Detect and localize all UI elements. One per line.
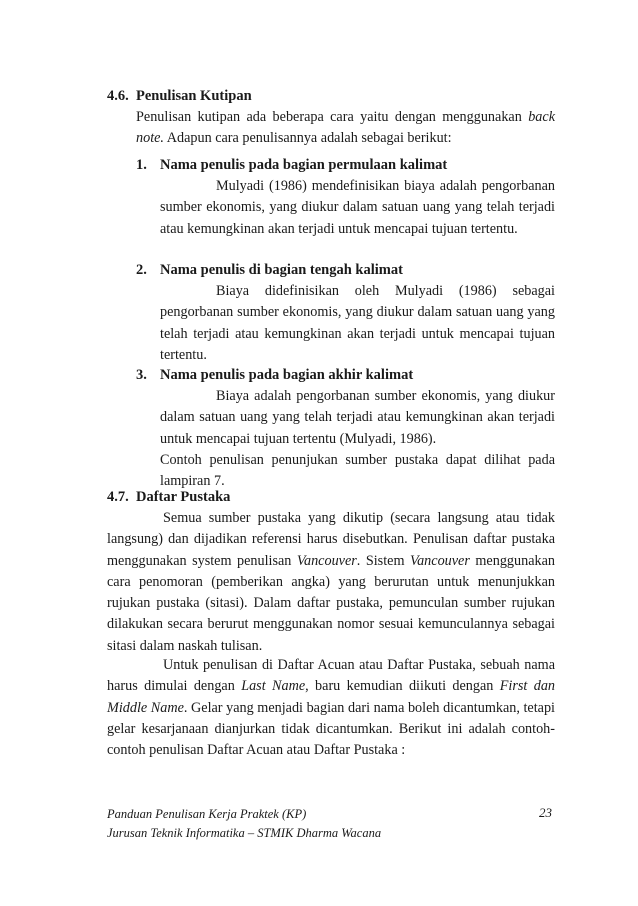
list-item-title: Nama penulis pada bagian akhir kalimat	[160, 367, 414, 383]
list-item-number: 2.	[136, 262, 147, 278]
list-item-body	[160, 281, 555, 366]
intro-text-italic: back note.	[136, 109, 555, 147]
list-item-text: Biaya adalah pengorbanan sumber ekonomis, yang diukur dalam satuan uang yang telah terjadi atau kemungkinan akan terjadi untuk mencapai tujuan tertentu (Mulyadi, 1986).	[160, 388, 555, 447]
list-item-heading	[136, 157, 447, 174]
list-item-text: Mulyadi (1986) mendefinisikan biaya adalah pengorbanan sumber ekonomis, yang diukur dalam satuan uang yang telah terjadi atau kemungkinan akan terjadi untuk mencapai tujuan tertentu.	[160, 178, 555, 237]
paragraph-text: Untuk penulisan di Daftar Acuan atau Daftar Pustaka, sebuah nama harus dimulai dengan	[107, 657, 555, 695]
list-item-title: Nama penulis pada bagian permulaan kalimat	[160, 157, 448, 173]
section-intro	[136, 107, 555, 150]
paragraph-italic: Vancouver	[410, 552, 470, 569]
list-item-heading	[136, 262, 403, 279]
paragraph-text: . Sistem	[356, 552, 410, 569]
paragraph-italic: Vancouver	[296, 552, 357, 569]
paragraph-text: . Gelar yang menjadi bagian dari nama boleh dicantumkan, tetapi gelar kesarjanaan dianjurkan tidak dicantumkan. Berikut ini adalah contoh-contoh penulisan Daftar Acuan atau Daftar Pustaka :	[107, 699, 555, 759]
intro-text-a: Penulisan kutipan ada beberapa cara yaitu dengan menggunakan	[136, 109, 529, 125]
list-item-note: Contoh penulisan penunjukan sumber pustaka dapat dilihat pada lampiran 7.	[160, 451, 555, 490]
section-title: Daftar Pustaka	[136, 489, 231, 505]
list-item-body	[160, 386, 555, 492]
paragraph-text: menggunakan cara penomoran (pemberikan angka) yang berurutan untuk menunjukkan rujukan pustaka (sitasi). Dalam daftar pustaka, pemunculan sumber rujukan dilakukan secara berurut menggunakan nomor sesuai kemunculannya sebagai sitasi dalam naskah tulisan.	[107, 552, 555, 654]
paragraph-italic: First dan Middle Name	[107, 678, 556, 716]
paragraph-daftar-pustaka-2	[107, 655, 555, 761]
section-heading-4-6	[107, 88, 252, 105]
paragraph-daftar-pustaka-1	[107, 508, 555, 657]
section-heading-4-7	[107, 489, 230, 506]
list-item-number: 1.	[136, 157, 147, 173]
paragraph-text: , baru kemudian diikuti dengan	[305, 678, 500, 695]
paragraph-italic: Last Name	[241, 678, 306, 695]
section-number: 4.6.	[107, 88, 129, 104]
footer-subtitle: Jurusan Teknik Informatika – STMIK Dharma Wacana	[107, 826, 382, 840]
footer-title: Panduan Penulisan Kerja Praktek (KP)	[107, 807, 307, 821]
page-footer	[107, 805, 381, 843]
list-item-heading	[136, 367, 413, 384]
page-number: 23	[539, 805, 552, 820]
list-item-body	[160, 176, 555, 240]
section-number: 4.7.	[107, 489, 129, 505]
list-item-title: Nama penulis di bagian tengah kalimat	[160, 262, 403, 278]
intro-text-b: Adapun cara penulisannya adalah sebagai berikut:	[163, 130, 452, 147]
list-item-text: Biaya didefinisikan oleh Mulyadi (1986) sebagai pengorbanan sumber ekonomis, yang diukur dalam satuan uang yang telah terjadi atau kemungkinan akan terjadi untuk mencapai tujuan tertentu.	[160, 283, 555, 363]
paragraph-text: Semua sumber pustaka yang dikutip (secara langsung atau tidak langsung) dan dijadikan referensi harus disebutkan. Penulisan daftar pustaka menggunakan system penulisan	[107, 510, 555, 569]
section-title: Penulisan Kutipan	[136, 88, 252, 104]
list-item-number: 3.	[136, 367, 147, 383]
